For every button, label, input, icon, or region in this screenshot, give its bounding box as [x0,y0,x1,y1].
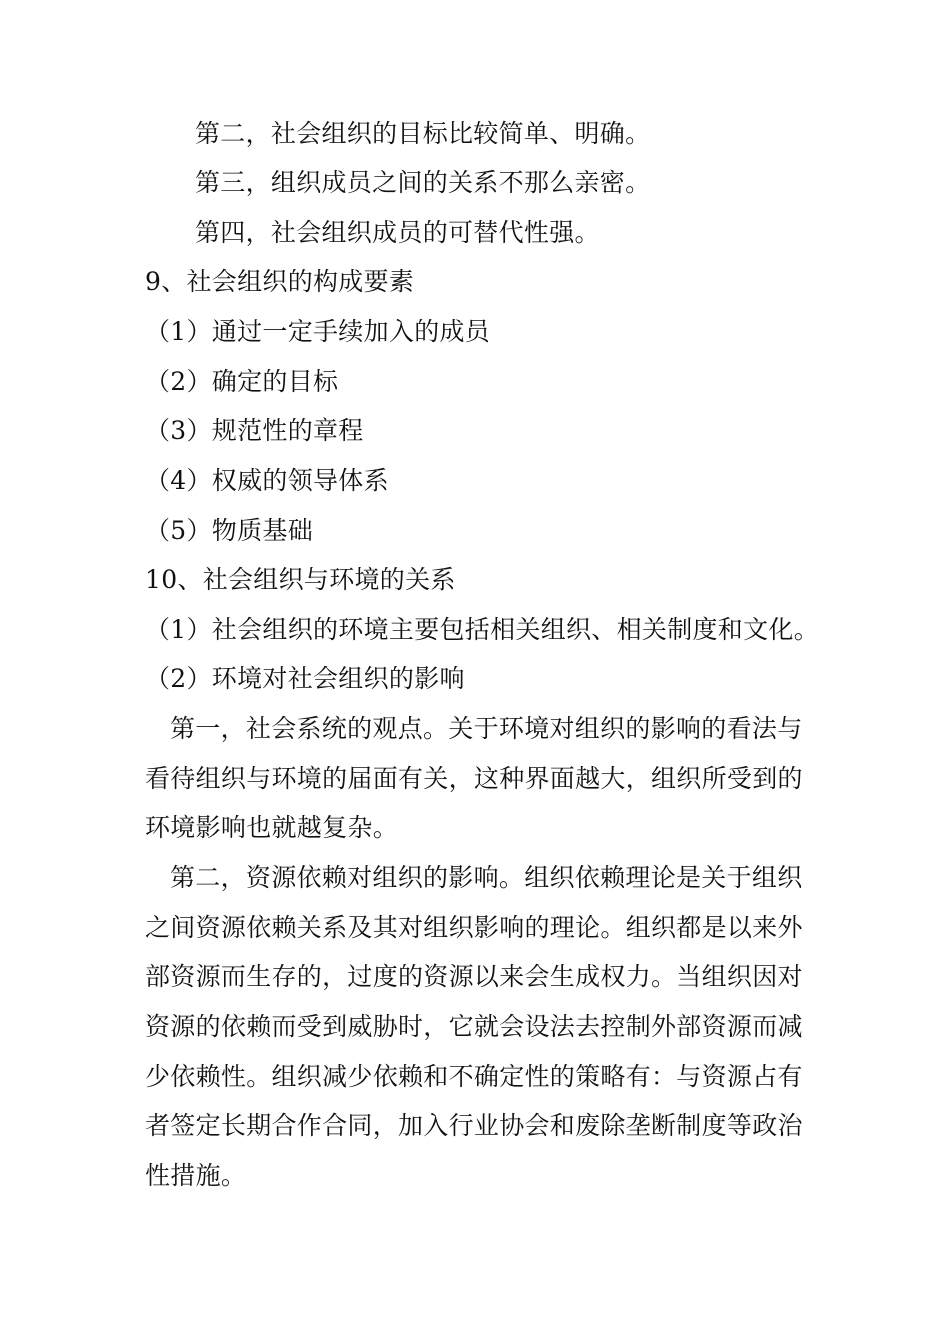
list-item: （1）社会组织的环境主要包括相关组织、相关制度和文化。 [145,615,820,644]
paragraph-line: 环境影响也就越复杂。 [145,813,399,842]
section-heading: 10、社会组织与环境的关系 [145,565,456,594]
list-item: （1）通过一定手续加入的成员 [145,317,491,346]
list-item: （3）规范性的章程 [145,416,364,445]
paragraph-line: 第一，社会系统的观点。关于环境对组织的影响的看法与 [170,714,803,743]
paragraph-line: 第二，资源依赖对组织的影响。组织依赖理论是关于组织 [170,863,803,892]
list-item: （2）确定的目标 [145,367,339,396]
paragraph-line: 性措施。 [145,1161,247,1190]
text-line: 第三，组织成员之间的关系不那么亲密。 [195,168,651,197]
paragraph-line: 之间资源依赖关系及其对组织影响的理论。组织都是以来外 [145,913,803,942]
section-heading: 9、社会组织的构成要素 [145,267,415,296]
paragraph-line: 看待组织与环境的届面有关，这种界面越大，组织所受到的 [145,764,803,793]
paragraph-line: 部资源而生存的，过度的资源以来会生成权力。当组织因对 [145,962,803,991]
paragraph-line: 资源的依赖而受到威胁时，它就会设法去控制外部资源而减 [145,1012,803,1041]
list-item: （2）环境对社会组织的影响 [145,664,465,693]
list-item: （5）物质基础 [145,516,314,545]
list-item: （4）权威的领导体系 [145,466,389,495]
text-line: 第四，社会组织成员的可替代性强。 [195,218,600,247]
paragraph-line: 少依赖性。组织减少依赖和不确定性的策略有：与资源占有 [145,1062,803,1091]
text-line: 第二，社会组织的目标比较简单、明确。 [195,119,651,148]
paragraph-line: 者签定长期合作合同，加入行业协会和废除垄断制度等政治 [145,1111,803,1140]
